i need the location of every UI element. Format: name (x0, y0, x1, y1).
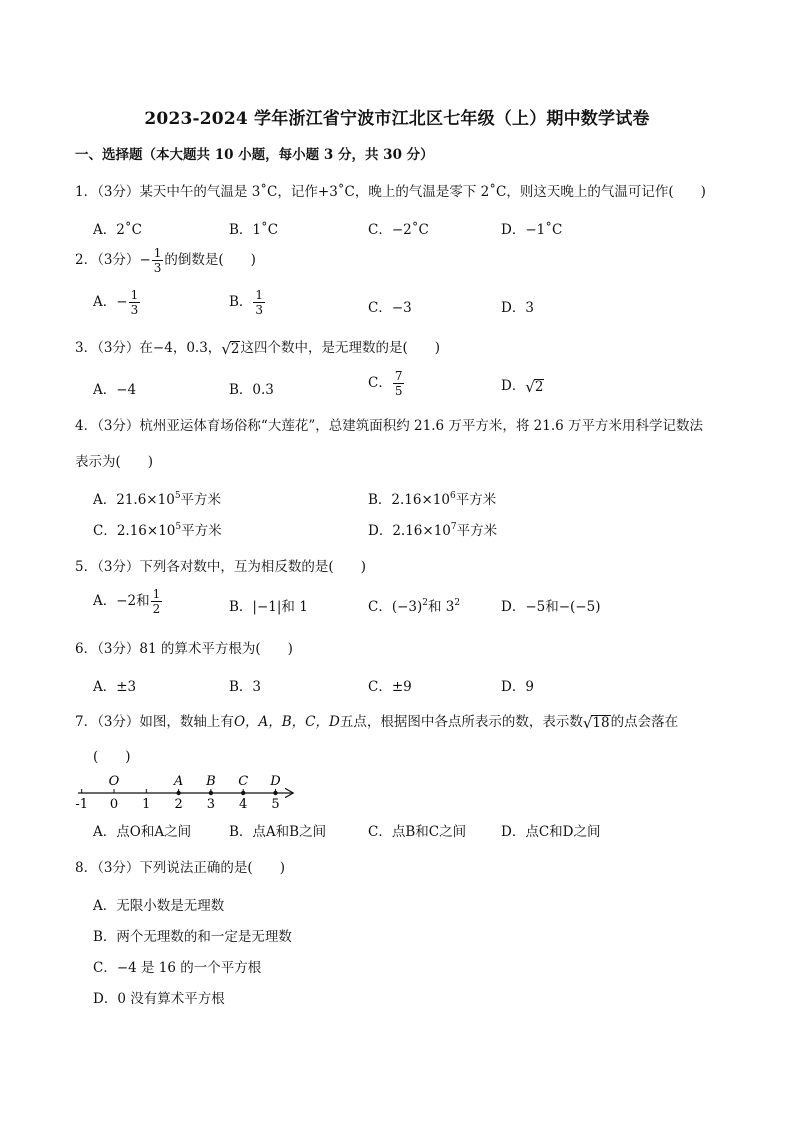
number-line-point-label: D (270, 774, 281, 789)
number-line-point-label: C (238, 774, 249, 789)
number-line (70, 768, 310, 814)
q6-option-d: D．9 (501, 679, 534, 695)
number-line-point-label: O (108, 774, 120, 789)
number-line-tick-label: 1 (142, 797, 151, 812)
sqrt-2: √ 2 (221, 339, 240, 358)
q4-option-d: D．$2.16\times 10^7$平方米 (368, 522, 498, 539)
question-3-stem: 3．（3分）在−4，0.3， √ 2 这四个数中，是无理数的是( ) (75, 339, 441, 358)
question-4-line-1: 4．（3分）杭州亚运体育场俗称“大莲花”，总建筑面积约 21.6 万平方米，将 21.6 万平方米用科学记数法 (75, 418, 704, 434)
number-line-point (273, 791, 277, 795)
q4-option-c: C．$2.16\times 10^5$平方米 (93, 522, 222, 539)
q3-option-d: D． √ 2 (501, 377, 544, 396)
sqrt-18: √ 18 (582, 713, 610, 732)
q8-option-c: C．−4 是 16 的一个平方根 (93, 960, 262, 976)
section-heading: 一、选择题（本大题共 10 小题，每小题 3 分，共 30 分） (75, 147, 434, 163)
number-line-tick-label: 2 (174, 797, 183, 812)
q6-option-a: A．±3 (93, 679, 137, 695)
q2-number: 2．（3分） (75, 252, 140, 268)
q7-point-names: O，A，B，C，D (233, 714, 340, 730)
question-8-stem: 8．（3分）下列说法正确的是( ) (75, 860, 285, 876)
q8-option-a: A．无限小数是无理数 (93, 898, 225, 914)
q6-option-c: C．±9 (368, 679, 412, 695)
number-line-point (209, 791, 213, 795)
q2-option-a: A．− $\frac{1}{3}$ (93, 288, 139, 317)
number-line-tick-label: 3 (206, 797, 216, 812)
number-line-point (176, 791, 180, 795)
question-6-stem: 6．（3分）81 的算术平方根为( ) (75, 641, 293, 657)
q2-fraction: $\frac{1}{3}$ (153, 246, 162, 275)
question-2-stem (75, 246, 256, 275)
q1-option-a: A．2˚C (93, 222, 142, 238)
question-7-stem: 7．（3分）如图，数轴上有O，A，B，C，D五点，根据图中各点所表示的数，表示数 √ 18 的点会落在 (75, 713, 679, 732)
q1-option-c: C．−2˚C (368, 222, 429, 238)
q7-option-d: D．点C和D之间 (501, 824, 601, 840)
q5-option-d: D．−5和−(−5) (501, 599, 601, 615)
number-line-point-label: B (206, 774, 216, 789)
q8-option-d: D．0 没有算术平方根 (93, 991, 225, 1007)
q5-option-b: B．|−1|和 1 (229, 599, 308, 615)
question-5-stem: 5．（3分）下列各对数中，互为相反数的是( ) (75, 559, 366, 575)
q2-option-b: B． $\frac{1}{3}$ (229, 288, 264, 317)
q4-option-b: B．$2.16\times 10^6$平方米 (368, 491, 497, 508)
q5-option-a: A．−2和 $\frac{1}{2}$ (93, 587, 161, 616)
q3-option-c: C． $\frac{7}{5}$ (368, 369, 403, 398)
question-4-line-2: 表示为( ) (75, 454, 154, 470)
number-line-tick-label: 5 (271, 797, 280, 812)
q3-option-a: A．−4 (93, 382, 137, 398)
number-line-tick-label: -1 (75, 797, 89, 812)
exam-title: 2023-2024 学年浙江省宁波市江北区七年级（上）期中数学试卷 (144, 109, 650, 129)
question-1-stem: 1．（3分）某天中午的气温是 3˚C，记作+3˚C，晚上的气温是零下 2˚C，则这天晚上的气温可记作( ) (75, 184, 706, 200)
q2-option-c: C．−3 (368, 300, 412, 316)
number-line-tick-label: 0 (109, 797, 119, 812)
q7-option-b: B．点A和B之间 (229, 824, 327, 840)
q2-option-d: D．3 (501, 300, 534, 316)
number-line-tick-label: 4 (239, 797, 248, 812)
q6-option-b: B．3 (229, 679, 262, 695)
q1-option-d: D．−1˚C (501, 222, 563, 238)
q2-minus: − (139, 252, 151, 268)
number-line-point-label: A (173, 774, 184, 789)
question-7-line-2: ( ) (93, 749, 131, 765)
q3-option-b: B．0.3 (229, 382, 274, 398)
q1-option-b: B．1˚C (229, 222, 279, 238)
q7-option-a: A．点O和A之间 (93, 824, 192, 840)
q8-option-b: B．两个无理数的和一定是无理数 (93, 929, 292, 945)
q2-tail: 的倒数是( ) (164, 252, 256, 268)
number-line-point (241, 791, 245, 795)
q4-option-a: A．$21.6\times 10^5$平方米 (93, 491, 222, 508)
q5-option-c: C．$(-3)^2$和 $3^2$ (368, 598, 461, 615)
q7-option-c: C．点B和C之间 (368, 824, 467, 840)
